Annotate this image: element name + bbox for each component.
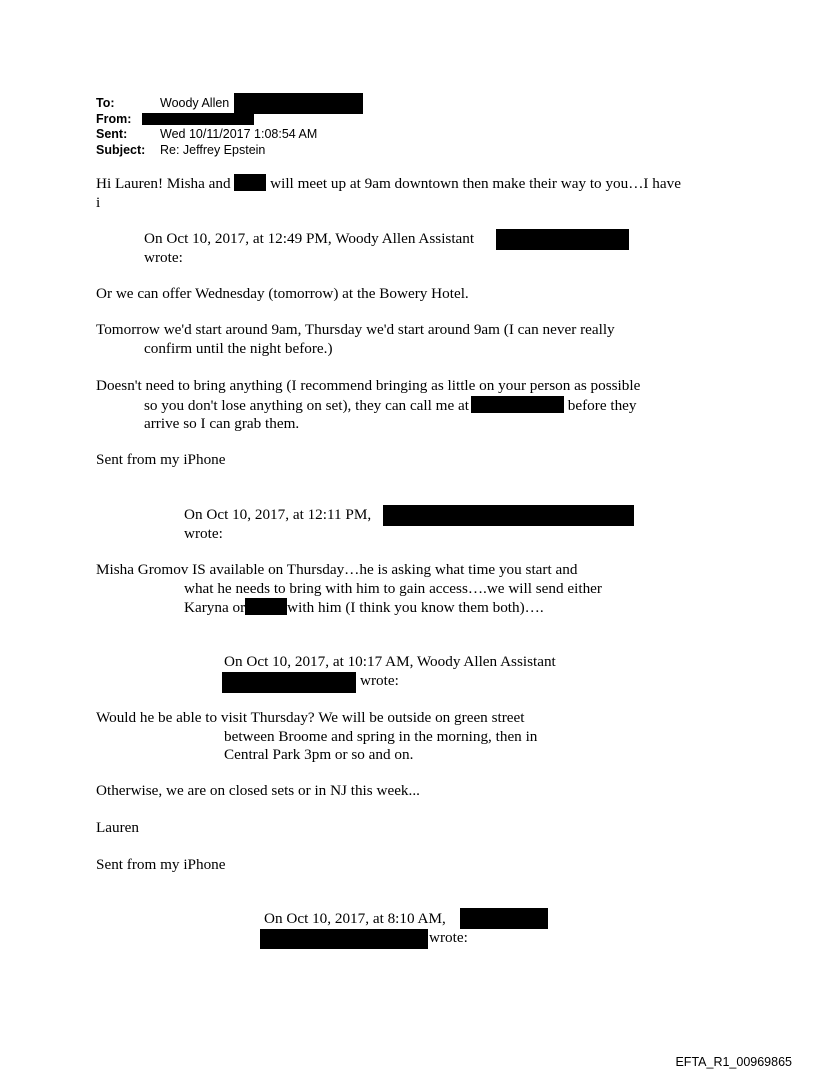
quote1-attr-a: On Oct 10, 2017, at 12:49 PM, Woody Allen Assistant [144,230,475,247]
redaction-assistant-email-3 [222,672,356,693]
visit-line3: Central Park 3pm or so and on. [224,746,414,763]
redaction-phone [471,396,564,413]
subject-value: Re: Jeffrey Epstein [160,142,266,157]
signature: Lauren [96,819,140,836]
from-label: From: [96,111,132,126]
visit-line1: Would he be able to visit Thursday? We will be outside on green street [96,709,525,726]
misha-paragraph [96,561,602,618]
redaction-from [142,113,254,125]
bring-line1: Doesn't need to bring anything (I recommend bringing as little on your person as possible [96,377,641,394]
visit-paragraph [96,709,537,765]
subject-label: Subject: [96,142,146,157]
reply-line2: i [96,193,101,211]
bring-line2b: before they [563,396,637,414]
redaction-to-email [234,93,363,114]
bring-line3: arrive so I can grab them. [144,415,300,432]
quote2-attribution [184,506,371,543]
misha-line1: Misha Gromov IS available on Thursday…he is asking what time you start and [96,561,578,578]
sent-from-iphone-2: Sent from my iPhone [96,856,226,873]
reply-text-b: will meet up at 9am downtown then make their way to you…I have [266,175,681,192]
misha-line2: what he needs to bring with him to gain access….we will send either [184,579,602,597]
quote4-attr-a: On Oct 10, 2017, at 8:10 AM, [264,910,446,927]
timing-line1: Tomorrow we'd start around 9am, Thursday we'd start around 9am (I can never really [96,321,615,338]
redaction-sender-4a [460,908,548,929]
otherwise-paragraph: Otherwise, we are on closed sets or in NJ this week... [96,782,420,799]
reply-paragraph [96,174,681,212]
redaction-name-1 [234,174,266,191]
to-label: To: [96,96,115,110]
redaction-sender-4b [260,929,428,949]
offer-paragraph: Or we can offer Wednesday (tomorrow) at the Bowery Hotel. [96,285,469,302]
to-value: Woody Allen [160,96,230,110]
redaction-assistant-email-1 [496,229,629,250]
quote1-attribution [144,230,474,267]
timing-line2: confirm until the night before.) [144,339,333,357]
misha-line3b: with him (I think you know them both)…. [287,599,544,616]
quote1-attr-b: wrote: [144,248,183,266]
bring-line2a: so you don't lose anything on set), they can call me at [144,396,469,414]
misha-line3a: Karyna or [184,599,246,616]
quote2-attr-b: wrote: [184,524,223,542]
sent-value: Wed 10/11/2017 1:08:54 AM [160,127,318,141]
quote2-attr-a: On Oct 10, 2017, at 12:11 PM, [184,506,372,523]
redaction-name-2 [245,598,287,615]
visit-line2: between Broome and spring in the morning, then in [224,727,538,745]
redaction-sender-2 [383,505,634,526]
reply-text-a: Hi Lauren! Misha and [96,175,235,192]
quote3-attr-b: wrote: [360,671,399,689]
sent-from-iphone-1: Sent from my iPhone [96,451,226,468]
quote3-attr-a: On Oct 10, 2017, at 10:17 AM, Woody Allen Assistant [224,653,556,670]
sent-label: Sent: [96,127,128,141]
timing-paragraph [96,321,615,358]
bring-paragraph [96,377,640,434]
quote4-attr-b: wrote: [429,928,468,946]
document-id: EFTA_R1_00969865 [675,1055,792,1069]
